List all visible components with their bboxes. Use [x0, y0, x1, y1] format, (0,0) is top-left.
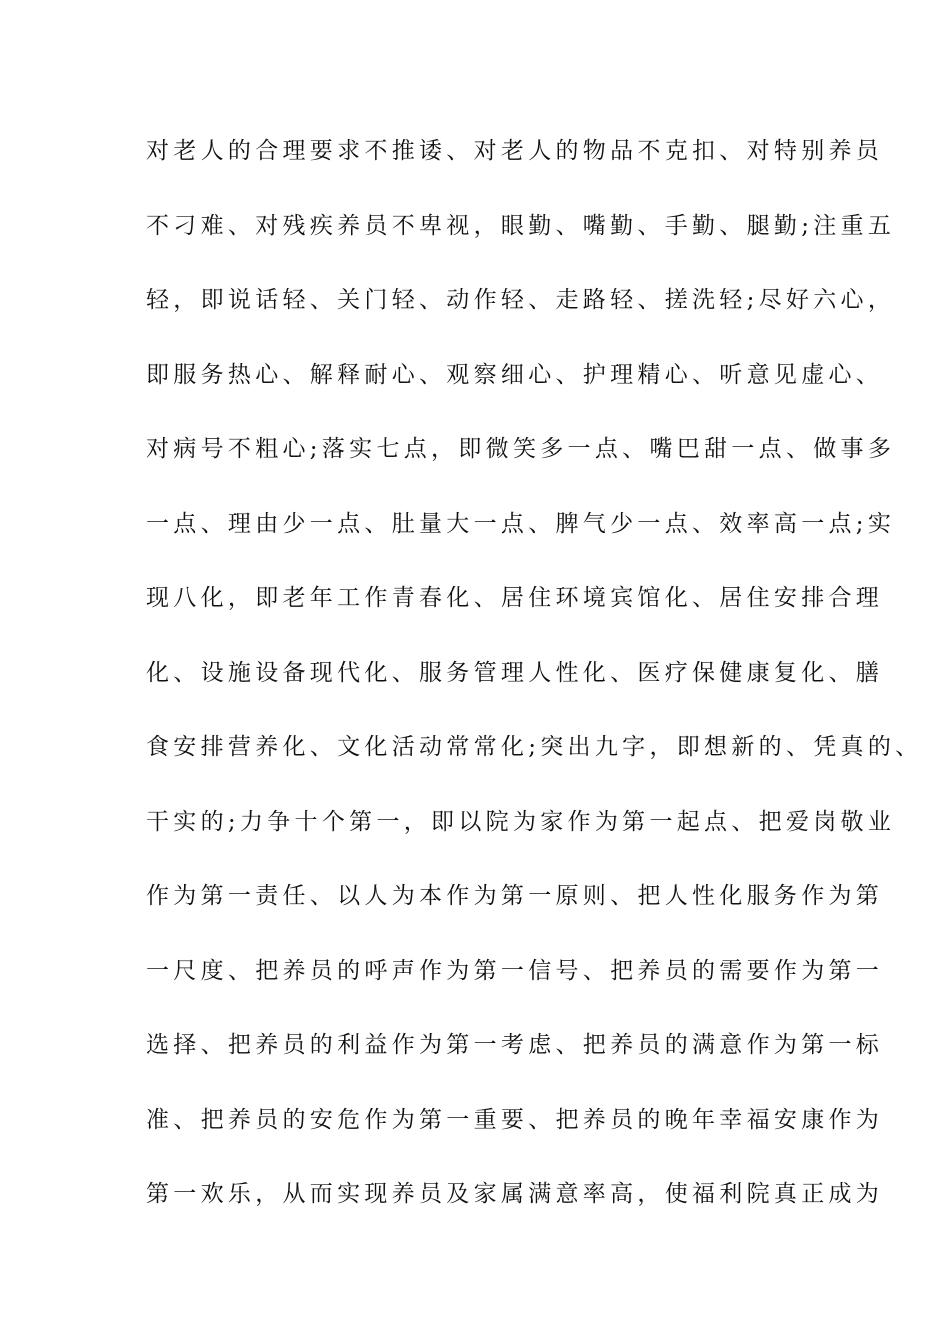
text-line-1: 对老人的合理要求不推诿、对老人的物品不克扣、对特别养员 [146, 138, 884, 164]
text-line-8: 化、设施设备现代化、服务管理人性化、医疗保健康复化、膳 [146, 659, 884, 686]
text-line-7: 现八化，即老年工作青春化、居住环境宾馆化、居住安排合理 [146, 585, 884, 611]
text-line-6: 一点、理由少一点、肚量大一点、脾气少一点、效率高一点;实 [146, 510, 896, 537]
text-line-4: 即服务热心、解释耐心、观察细心、护理精心、听意见虚心、 [146, 361, 884, 388]
text-line-2: 不刁难、对残疾养员不卑视，眼勤、嘴勤、手勤、腿勤;注重五 [146, 212, 896, 239]
text-line-9: 食安排营养化、文化活动常常化;突出九字，即想新的、凭真的、 [146, 734, 923, 760]
text-line-3: 轻，即说话轻、关门轻、动作轻、走路轻、搓洗轻;尽好六心， [146, 287, 896, 313]
text-line-10: 干实的;力争十个第一，即以院为家作为第一起点、把爱岗敬业 [146, 808, 896, 835]
text-line-13: 选择、把养员的利益作为第一考虑、把养员的满意作为第一标 [146, 1032, 884, 1058]
body-paragraph [146, 131, 923, 1249]
text-line-11: 作为第一责任、以人为本作为第一原则、把人性化服务作为第 [146, 883, 884, 909]
text-line-5: 对病号不粗心;落实七点，即微笑多一点、嘴巴甜一点、做事多 [146, 436, 896, 462]
text-line-15: 第一欢乐，从而实现养员及家属满意率高，使福利院真正成为 [146, 1181, 884, 1207]
text-line-12: 一尺度、把养员的呼声作为第一信号、把养员的需要作为第一 [146, 957, 884, 984]
text-line-14: 准、把养员的安危作为第一重要、把养员的晚年幸福安康作为 [146, 1106, 884, 1133]
